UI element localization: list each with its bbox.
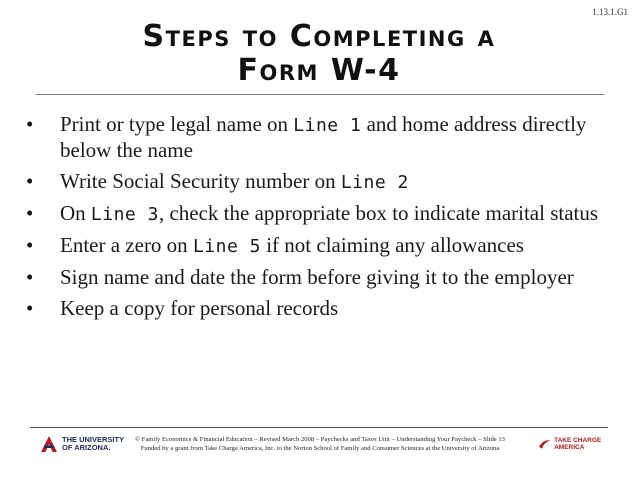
title-divider: [36, 94, 604, 95]
footer-divider: [30, 427, 608, 428]
title-line-1: Steps to Completing a: [142, 19, 496, 54]
bullet-text: and home address directly below the name: [60, 112, 587, 162]
bullet-text: Keep a copy for personal records: [60, 296, 339, 320]
bullet-text: if not claiming any allowances: [260, 233, 524, 257]
arizona-a-icon: [40, 435, 58, 453]
bullet-text: Enter a zero on: [60, 233, 193, 257]
bullet-glyph: •: [26, 112, 34, 136]
bullet-glyph: •: [26, 201, 34, 225]
bullet-glyph: •: [26, 265, 34, 289]
line-reference: Line 1: [293, 115, 362, 136]
bullet-text: On: [60, 201, 91, 225]
bullet-item: [26, 201, 606, 227]
university-of-arizona-logo: THE UNIVERSITY OF ARIZONA.: [40, 433, 130, 455]
bullet-glyph: •: [26, 296, 34, 320]
slide-code: 1.13.1.G1: [592, 7, 628, 17]
line-reference: Line 5: [192, 236, 261, 257]
bullet-text: Print or type legal name on: [60, 112, 294, 136]
bullet-list: [26, 112, 606, 327]
bullet-text: , check the appropriate box to indicate marital status: [158, 201, 599, 225]
line-reference: Line 3: [90, 204, 159, 225]
footer-line-1: © Family Economics & Financial Education – Revised March 2008 – Paychecks and Taxes Unit – Understanding Your Paycheck – Slide 13: [135, 436, 505, 443]
take-charge-america-logo: TAKE CHARGE AMERICA: [538, 435, 628, 453]
bullet-item: [26, 296, 606, 321]
swoosh-icon: [538, 438, 551, 450]
bullet-item: [26, 265, 606, 290]
title-line-2: Form W-4: [237, 53, 401, 88]
bullet-item: [26, 112, 606, 163]
bullet-text: Sign name and date the form before giving it to the employer: [60, 265, 574, 289]
bullet-item: [26, 233, 606, 259]
line-reference: Line 2: [340, 172, 409, 193]
bullet-glyph: •: [26, 233, 34, 257]
bullet-glyph: •: [26, 169, 34, 193]
footer-line-2: Funded by a grant from Take Charge America, Inc. to the Norton School of Family and Consumer Sciences at the University of Arizona: [140, 445, 500, 452]
bullet-text: Write Social Security number on: [60, 169, 341, 193]
slide-title: [0, 20, 638, 88]
bullet-item: [26, 169, 606, 195]
footer-credits: [120, 435, 520, 453]
